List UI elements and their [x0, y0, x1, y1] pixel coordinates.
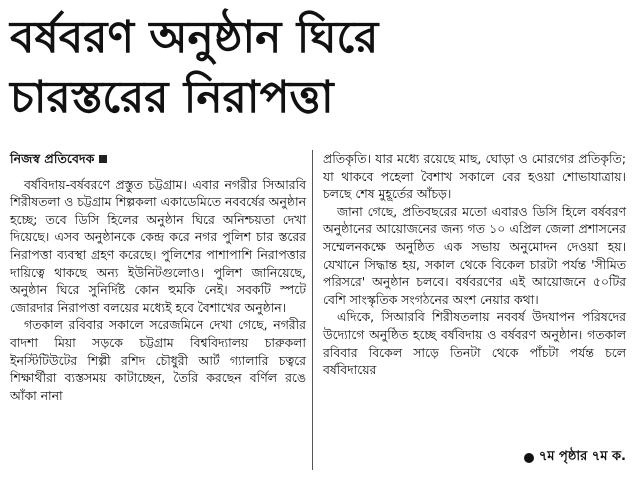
- continuation-text: ৭ম পৃষ্ঠার ৭ম ক.: [538, 449, 626, 464]
- square-bullet-icon: [99, 155, 107, 163]
- round-bullet-icon: [524, 453, 534, 463]
- right-paragraph-2: জানা গেছে, প্রতিবছরের মতো এবারও ডিসি হিলে বর্ষবরণ অনুষ্ঠানের আয়োজনের জন্য গত ১০ এপ্রিল জেলা প্রশাসনের সম্মেলনকক্ষে অনুষ্ঠিত এক সভায় অনুমোদন দেওয়া হয়। যেখানে সিদ্ধান্ত হয়, সকাল থেকে বিকেল চারটা পর্যন্ত 'সীমিত পরিসরে' অনুষ্ঠান চলবে। বর্ষবরণের এই আয়োজনে ৫০টির বেশি সাংস্কৃতিক সংগঠনের অংশ নেয়ার কথা।: [323, 203, 626, 307]
- right-column: [323, 150, 626, 470]
- left-paragraph-1: বর্ষবিদায়-বর্ষবরণে প্রস্তুত চট্টগ্রাম। এবার নগরীর সিআরবি শিরীষতলা ও চট্টগ্রাম শিল্পকলা একাডেমিতে নববর্ষের অনুষ্ঠান হচ্ছে; তবে ডিসি হিলের অনুষ্ঠান ঘিরে অনিশ্চয়তা দেখা দিয়েছে। এসব অনুষ্ঠানকে কেন্দ্র করে নগর পুলিশ চার স্তরের নিরাপত্তা ব্যবস্থা গ্রহণ করেছে। পুলিশের পাশাপাশি নিরাপত্তার দায়িত্বে থাকছে অন্য ইউনিটগুলোও। পুলিশ জানিয়েছে, অনুষ্ঠান ঘিরে সুনির্দিষ্ট কোন হুমকি নেই। সবকটি স্পটে জোরদার নিরাপত্তা বলয়ের মধ্যেই হবে বৈশাখের অনুষ্ঠান।: [10, 176, 306, 315]
- left-paragraph-2: গতকাল রবিবার সকালে সরেজমিনে দেখা গেছে, নগরীর বাদশা মিয়া সড়কে চট্টগ্রাম বিশ্ববিদ্যালয় চারুকলা ইনস্টিটিউটের শিল্পী রশিদ চৌধুরী আর্ট গ্যালারি চত্বরে শিক্ষার্থীরা ব্যস্তসময় কাটাচ্ছেন, তৈরি করছেন বর্ণিল রঙে আঁকা নানা: [10, 317, 306, 403]
- right-paragraph-1: প্রতিকৃতি। যার মধ্যে রয়েছে মাছ, ঘোড়া ও মোরগের প্রতিকৃতি; যা থাকবে পহেলা বৈশাখ সকালে বের হওয়া শোভাযাত্রায়। চলছে শেষ মুহূর্তের আঁচড়।: [323, 151, 626, 202]
- headline-line-1: বর্ষবরণ অনুষ্ঠান ঘিরে: [10, 12, 379, 63]
- byline: [10, 150, 306, 168]
- continuation-note: [524, 447, 626, 468]
- left-column: [10, 150, 313, 470]
- right-paragraph-3: এদিকে, সিআরবি শিরীষতলায় নববর্ষ উদযাপন পরিষদের উদ্যোগে অনুষ্ঠিত হচ্ছে বর্ষবিদায় ও বর্ষবরণ অনুষ্ঠান। গতকাল রবিবার বিকেল সাড়ে তিনটা থেকে পাঁচটা পর্যন্ত চলে বর্ষবিদায়ের: [323, 309, 626, 378]
- headline-line-2: চারস্তরের নিরাপত্তা: [10, 72, 334, 123]
- byline-text: নিজস্ব প্রতিবেদক: [10, 151, 95, 166]
- article-body: [10, 150, 626, 470]
